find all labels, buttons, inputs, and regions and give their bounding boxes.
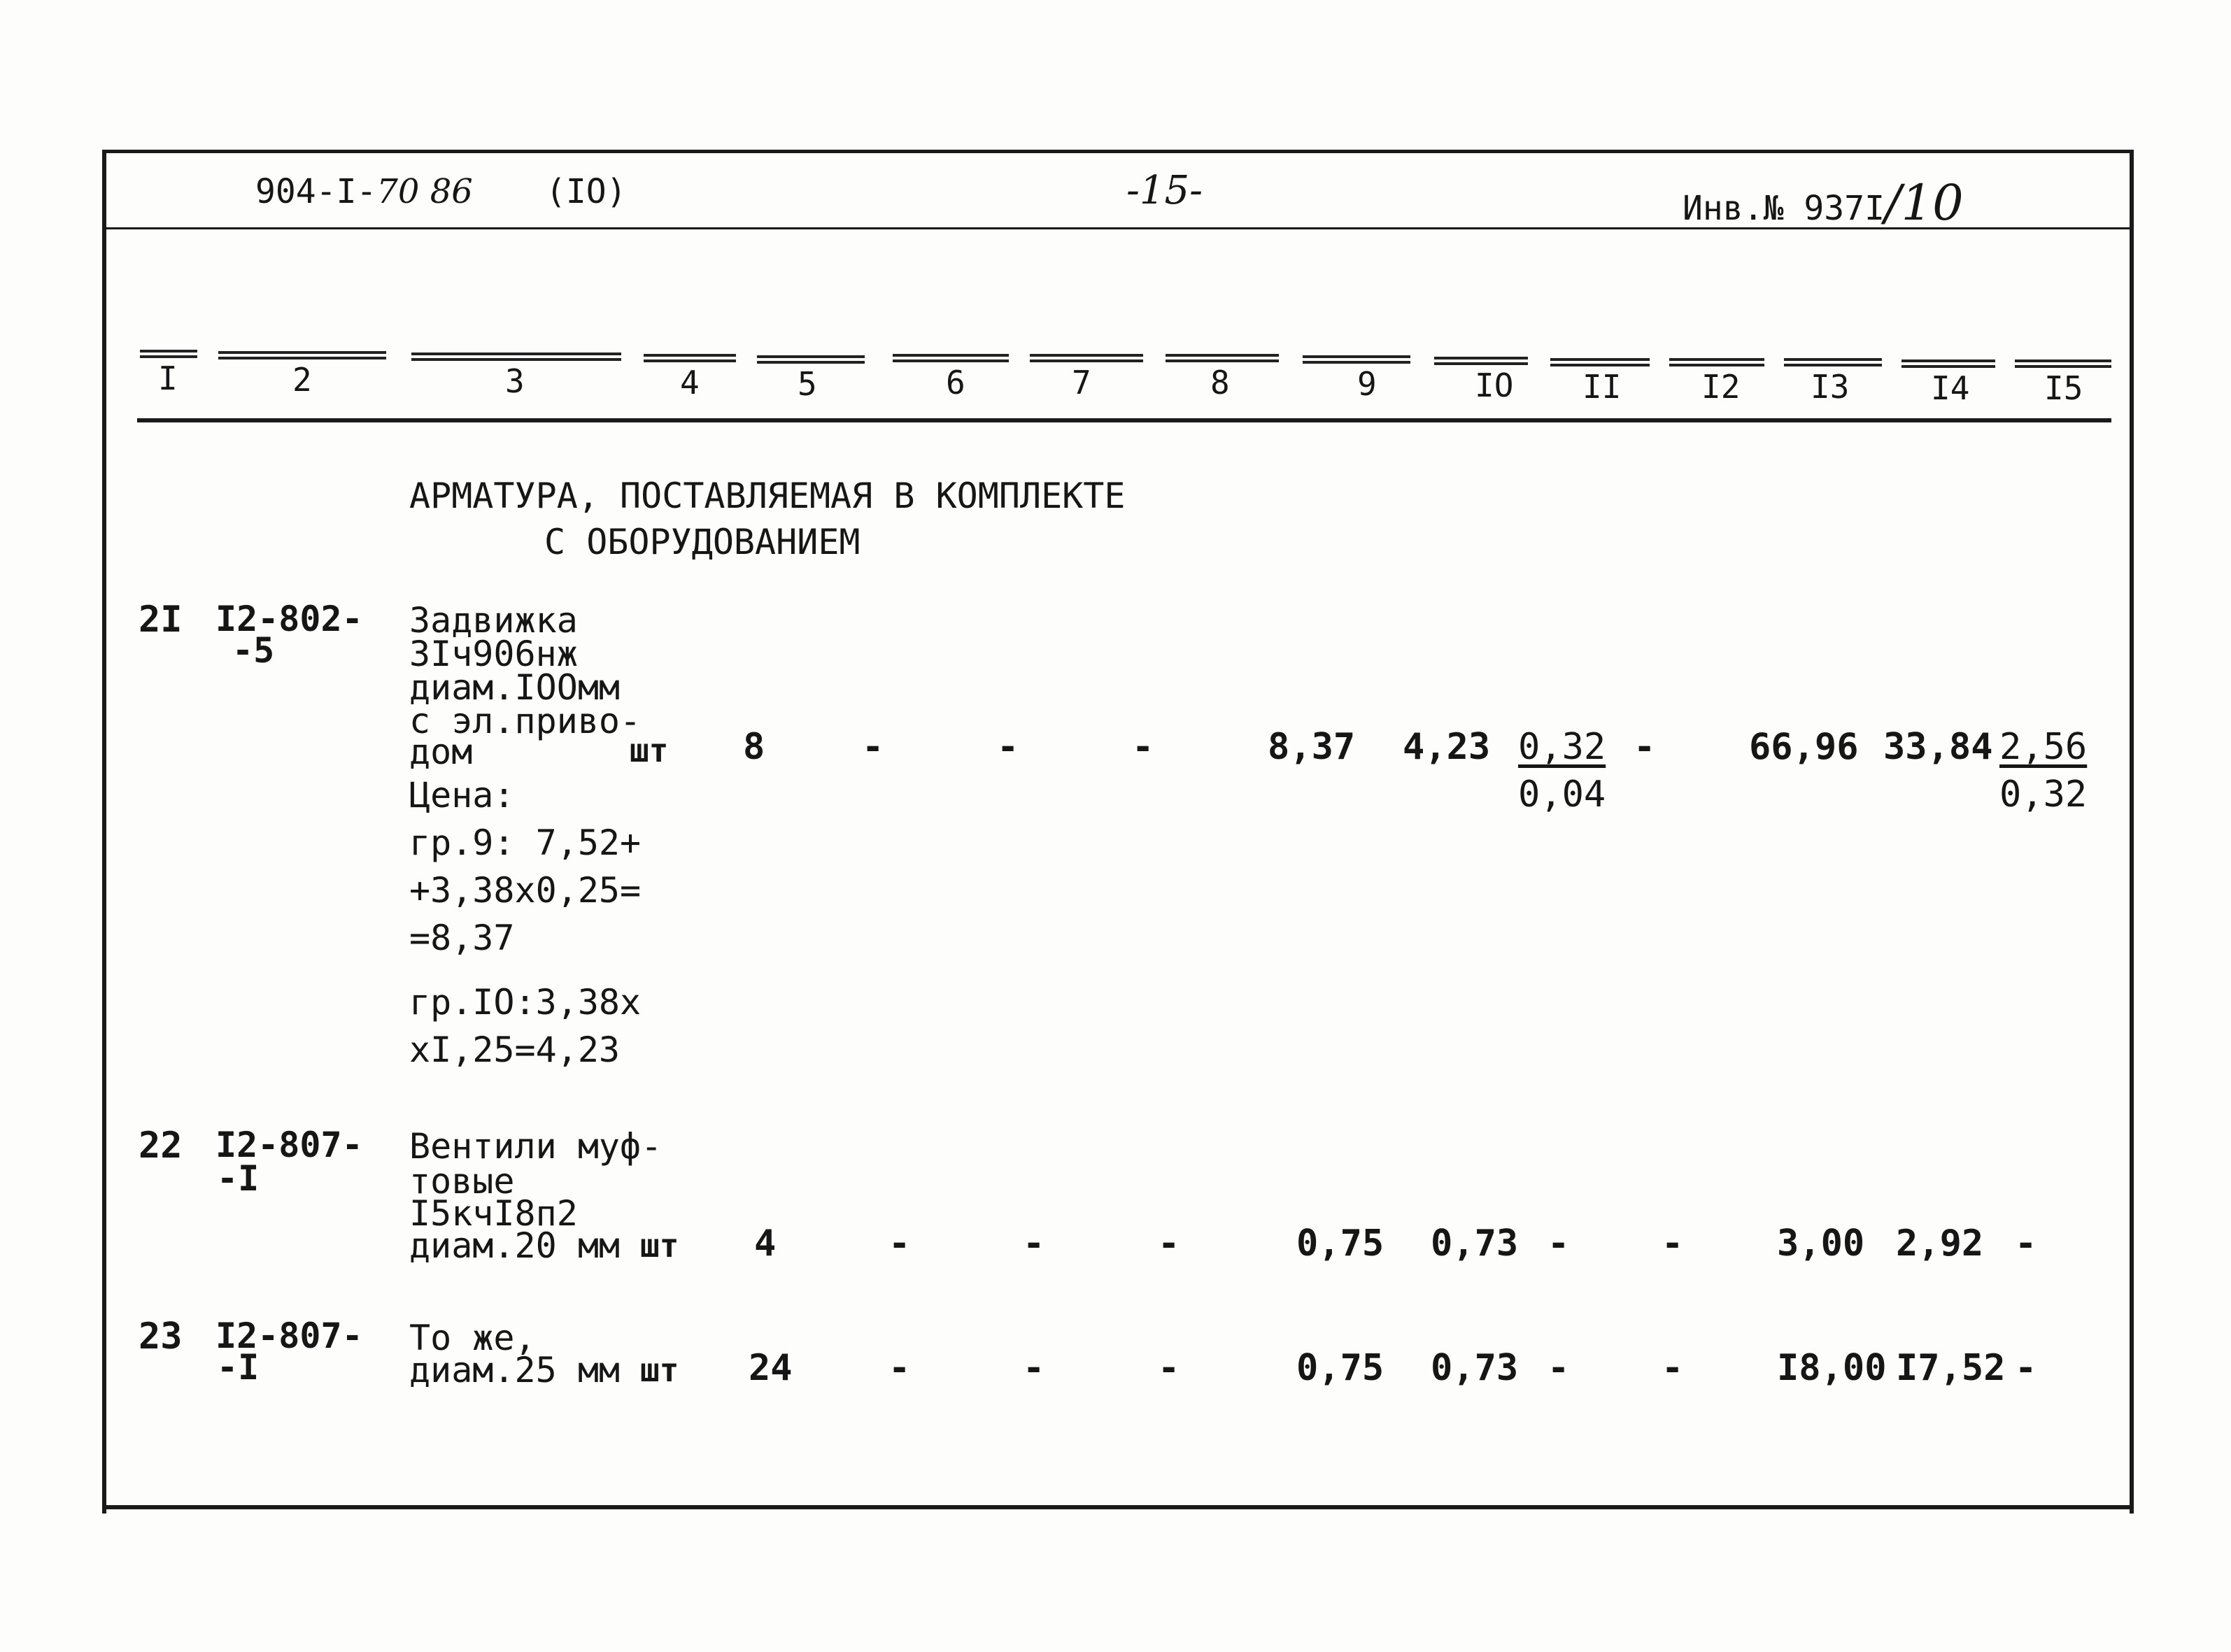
col15-value: - [2015,1223,2037,1265]
column-header-double-rule [1901,359,1995,368]
frame-right [2130,150,2134,1514]
col15-value-top: 2,56 [1999,726,2088,768]
col10-value: 4,23 [1403,726,1491,768]
col14-value: I7,52 [1896,1347,2006,1389]
col8-value: - [1158,1223,1180,1265]
col6-value: - [888,1223,911,1265]
column-number: 4 [680,364,700,401]
col11-value-top: 0,32 [1518,726,1606,768]
item-code-line1: I2-807- [215,1316,363,1356]
item-desc-line: диам.25 мм [409,1350,621,1390]
column-header-double-rule [1030,354,1143,362]
item-code-line1: I2-802- [215,599,363,639]
col12-value: - [1634,726,1656,768]
item-code-line2: -I [217,1158,260,1199]
item-desc-line: с эл.приво- [409,701,642,741]
column-header-double-rule [140,350,197,358]
inventory-label: Инв.№ 937I [1683,189,1885,228]
col11-value: - [1547,1347,1570,1389]
inventory-suffix: /10 [1884,174,1964,232]
col10-value: 0,73 [1431,1347,1519,1389]
price-calc-line: гр.IO:3,38x [409,982,642,1023]
section-title-line1: АРМАТУРА, ПОСТАВЛЯЕМАЯ В КОМПЛЕКТЕ [409,476,1126,516]
col13-value: 3,00 [1777,1223,1865,1265]
item-desc-line: То же, [409,1318,536,1358]
column-header-double-rule [893,354,1009,362]
col15-value: - [2015,1347,2037,1389]
column-header-double-rule [757,355,865,364]
item-desc-line: диам.20 мм [409,1225,621,1266]
unit: шт [640,1227,679,1265]
col11-value-bottom: 0,04 [1518,774,1606,816]
row-number: 23 [139,1316,183,1358]
doc-code-handwritten: 70 86 [376,172,473,211]
column-strip-bottom-rule [137,418,2111,422]
col7-value: - [997,726,1019,768]
col6-value: - [888,1347,911,1389]
col12-value: - [1662,1347,1684,1389]
column-number: I3 [1811,368,1850,406]
column-header-double-rule [411,353,621,361]
col14-value: 2,92 [1896,1223,1984,1265]
col8-value: - [1132,726,1154,768]
unit: шт [640,1351,679,1389]
quantity: 8 [743,726,765,768]
row-number: 2I [139,599,183,641]
frame-left [102,150,106,1514]
item-code-line2: -I [217,1347,260,1388]
column-header-double-rule [2015,359,2111,368]
frame-top [102,150,2134,153]
col14-value: 33,84 [1883,726,1993,768]
column-number: 3 [505,362,525,400]
col15-value-bottom: 0,32 [1999,774,2088,816]
item-desc-line: дом [409,732,473,772]
column-header-double-rule [644,354,736,362]
column-header-double-rule [1434,357,1528,365]
row-number: 22 [139,1125,183,1167]
column-number: I [158,359,178,397]
item-desc-line: товые [409,1161,515,1202]
frame-bottom [105,1505,2134,1509]
column-number: IO [1475,366,1514,404]
item-code-line1: I2-807- [215,1125,363,1165]
item-desc-line: Задвижка [409,600,578,641]
item-desc-line: I5кчI8п2 [409,1193,578,1234]
column-number: I4 [1931,369,1970,407]
column-header-double-rule [1550,358,1650,366]
item-desc-line: диам.IOOмм [409,667,621,708]
item-desc-line: Вентили муф- [409,1126,663,1167]
column-number: 6 [946,364,965,401]
column-header-double-rule [218,351,386,359]
price-calc-line: +3,38x0,25= [409,870,642,911]
column-header-double-rule [1784,358,1882,366]
col8-value: - [1158,1347,1180,1389]
col13-value: I8,00 [1777,1347,1887,1389]
price-calc-line: гр.9: 7,52+ [409,823,642,863]
part-number: (IO) [546,172,627,211]
quantity: 24 [749,1347,793,1389]
section-title-line2: С ОБОРУДОВАНИЕМ [544,522,860,562]
item-desc-line: 3Iч906нж [409,634,578,674]
column-number: 8 [1210,364,1230,401]
column-number: 2 [292,361,312,399]
column-number: 9 [1357,365,1377,403]
doc-code [255,172,473,211]
col7-value: - [1023,1223,1045,1265]
unit: шт [630,732,669,769]
column-header-double-rule [1669,358,1764,366]
col11-value: - [1547,1223,1570,1265]
col12-value: - [1662,1223,1684,1265]
price-label: Цена: [409,775,515,816]
price-calc-line: =8,37 [409,918,515,958]
column-number: II [1582,368,1622,406]
col6-value: - [862,726,884,768]
col10-value: 0,73 [1431,1223,1519,1265]
col9-value: 0,75 [1296,1223,1384,1265]
column-number: 7 [1072,364,1091,401]
item-code-line2: -5 [232,630,275,671]
price-calc-line: xI,25=4,23 [409,1030,621,1070]
column-number: 5 [798,365,817,403]
column-header-double-rule [1303,355,1410,364]
col7-value: - [1023,1347,1045,1389]
col13-value: 66,96 [1749,726,1859,768]
column-number: I2 [1701,368,1741,406]
inventory-number [1683,174,1964,232]
col9-value: 8,37 [1268,726,1356,768]
column-header-double-rule [1166,354,1279,362]
column-number: I5 [2044,369,2083,407]
col9-value: 0,75 [1296,1347,1384,1389]
quantity: 4 [754,1223,777,1265]
doc-code-printed: 904-I- [255,172,377,211]
page-number: -15- [1126,168,1203,213]
